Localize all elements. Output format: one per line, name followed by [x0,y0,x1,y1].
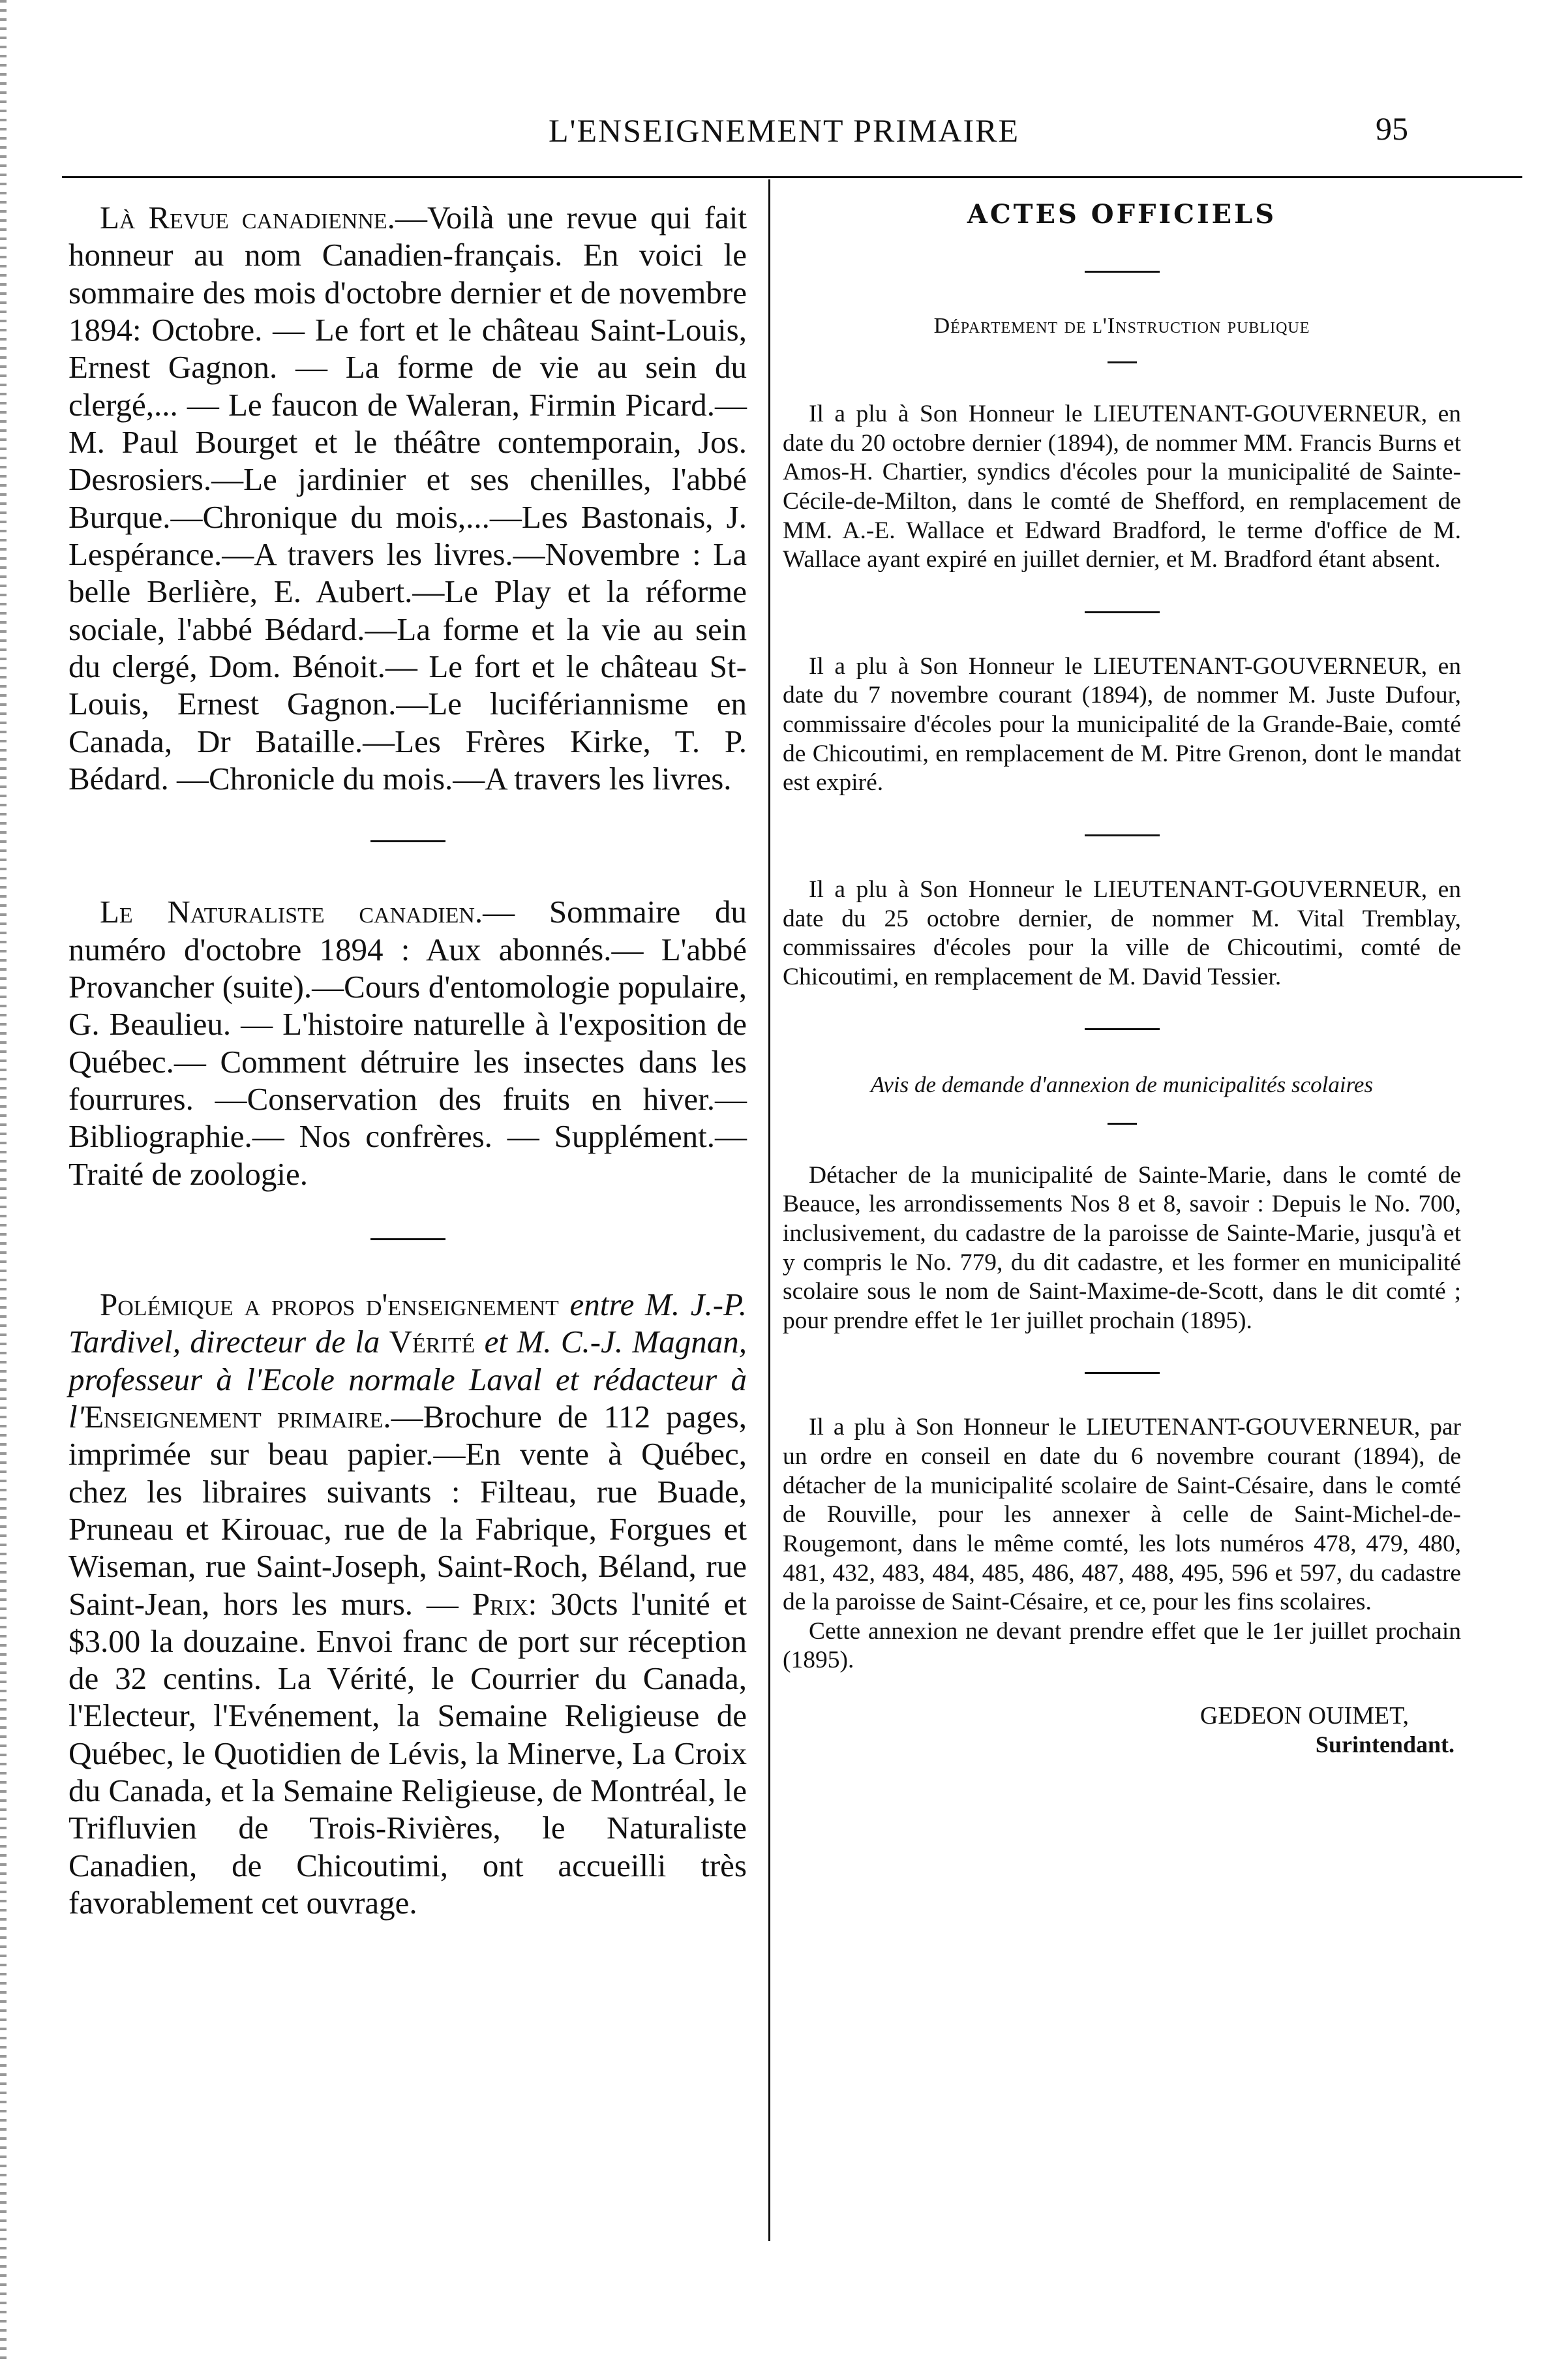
polemique-ens: Enseignement primaire. [84,1398,391,1435]
polemique-title: Polémique a propos d'enseignement [100,1286,559,1322]
signature-role: Surintendant. [1315,1731,1455,1758]
polemique-entry [68,1286,747,1922]
separator [370,1238,445,1240]
notice-5: Il a plu à Son Honneur le LIEUTENANT-GOUVERNEUR, par un ordre en conseil en date du 6 novembre courant (1894), de détacher de la municipalité scolaire de Saint-Césaire, dans le comté de Rouville, pour les annexer à celle de Saint-Michel-de-Rougemont, dans le même comté, les lots numéros 478, 479, 480, 481, 432, 483, 484, 485, 486, 487, 488, 495, 596 et 597, du cadastre de la paroisse de Saint-Césaire, et ce, pour les fins scolaires. [783,1414,1461,1616]
separator [1085,611,1160,613]
right-column [783,199,1461,1759]
avis-heading: Avis de demande d'annexion de municipalités scolaires [870,1072,1374,1098]
department-heading: Département de l'Instruction publique [933,313,1310,338]
naturaliste-entry [68,893,747,1193]
scan-binding-edge [0,0,7,2361]
revue-title: Là Revue canadienne. [100,200,395,236]
polemique-et: et M. C.-J. Magnan, professeur à l'Ecole normale Laval et rédacteur à l' [68,1324,747,1435]
header-rule [62,176,1522,178]
actes-officiels-heading: ACTES OFFICIELS [967,199,1277,230]
left-column [68,199,747,1921]
notice-2: Il a plu à Son Honneur le LIEUTENANT-GOUVERNEUR, en date du 7 novembre courant (1894), de nommer M. Juste Dufour, commissaire d'écoles pour la municipalité de la Grande-Baie, comté de Chicoutimi, en remplacement de M. Pitre Grenon, dont le mandat est expiré. [783,652,1461,797]
polemique-prix: Prix [472,1585,528,1622]
header-title: L'ENSEIGNEMENT PRIMAIRE [548,112,1020,149]
polemique-text2: : 30cts l'unité et $3.00 la douzaine. Envoi franc de port sur réception de 32 centins. La Vérité, le Courrier du Canada, l'Electeur, l'Evénement, la Semaine Religieuse de Québec, le Quotidien de Lévis, la Minerve, La Croix du Canada, et la Semaine Religieuse, de Montréal, le Trifluvien de Trois-Rivières, le Naturaliste Canadien, de Chicoutimi, ont accueilli très favorablement cet ouvrage. [68,1585,747,1921]
polemique-verite: Vérité [389,1324,475,1360]
notice-5-continuation: Cette annexion ne devant prendre effet que le 1er juillet prochain (1895). [783,1617,1461,1674]
polemique-entre: entre M. J.-P. Tardivel, directeur de la [68,1286,747,1360]
notice-3: Il a plu à Son Honneur le LIEUTENANT-GOUVERNEUR, en date du 25 octobre dernier, de nommer M. Vital Tremblay, commissaires d'écoles pour la ville de Chicoutimi, comté de Chicoutimi, en remplacement de M. David Tessier. [783,876,1461,990]
separator [1085,271,1160,273]
running-header [62,98,1506,163]
separator [1085,1028,1160,1030]
separator [1108,361,1137,363]
column-divider [768,179,770,2241]
separator [1108,1123,1137,1125]
separator [1085,834,1160,836]
signature-name: GEDEON OUIMET, [1199,1702,1409,1730]
revue-canadienne-entry [68,199,747,797]
polemique-text1: —Brochure de 112 pages, imprimée sur beau papier.—En vente à Québec, chez les libraires suivants : Filteau, rue Buade, Pruneau et Kirouac, rue de la Fabrique, Forgues et Wiseman, rue Saint-Joseph, Saint-Roch, Béland, rue Saint-Jean, hors les murs. — [68,1398,747,1622]
revue-text: —Voilà une revue qui fait honneur au nom Canadien-français. En voici le sommaire des mois d'octobre dernier et de novembre 1894: Octobre. — Le fort et le château Saint-Louis, Ernest Gagnon. — La forme de vie au sein du clergé,... — Le faucon de Waleran, Firmin Picard.—M. Paul Bourget et le théâtre contemporain, Jos. Desrosiers.—Le jardinier et ses chenilles, l'abbé Burque.—Chronique du mois,...—Les Bastonais, J. Lespérance.—A travers les livres.—Novembre : La belle Berlière, E. Aubert.—Le Play et la réforme sociale, l'abbé Bédard.—La forme et la vie au sein du clergé, Dom. Bénoit.— Le fort et le château St-Louis, Ernest Gagnon.—Le lucifériannisme en Canada, Dr Bataille.—Les Frères Kirke, T. P. Bédard. —Chronicle du mois.—A travers les livres. [68,200,747,797]
separator [1085,1372,1160,1374]
page-number: 95 [1376,110,1408,147]
naturaliste-text: — Sommaire du numéro d'octobre 1894 : Aux abonnés.— L'abbé Provancher (suite).—Cours d'entomologie populaire, G. Beaulieu. — L'histoire naturelle à l'exposition de Québec.— Comment détruire les insectes dans les fourrures. —Conservation des fruits en hiver.—Bibliographie.— Nos confrères. — Supplément.— Traité de zoologie. [68,894,747,1192]
notice-4: Détacher de la municipalité de Sainte-Marie, dans le comté de Beauce, les arrondissements Nos 8 et 8, savoir : Depuis le No. 700, inclusivement, du cadastre de la paroisse de Sainte-Marie, jusqu'à et y compris le No. 779, du dit cadastre, et les former en municipalité scolaire sous le nom de Saint-Maxime-de-Scott, dans le dit comté ; pour prendre effet le 1er juillet prochain (1895). [783,1161,1461,1334]
notice-1: Il a plu à Son Honneur le LIEUTENANT-GOUVERNEUR, en date du 20 octobre dernier (1894), de nommer MM. Francis Burns et Amos-H. Chartier, syndics d'écoles pour la municipalité de Sainte-Cécile-de-Milton, dans le comté de Shefford, en remplacement de MM. A.-E. Wallace et Edward Bradford, le terme d'office de M. Wallace ayant expiré en juillet dernier, et M. Bradford étant absent. [783,401,1461,573]
separator [370,840,445,842]
naturaliste-title: Le Naturaliste canadien. [100,894,483,930]
